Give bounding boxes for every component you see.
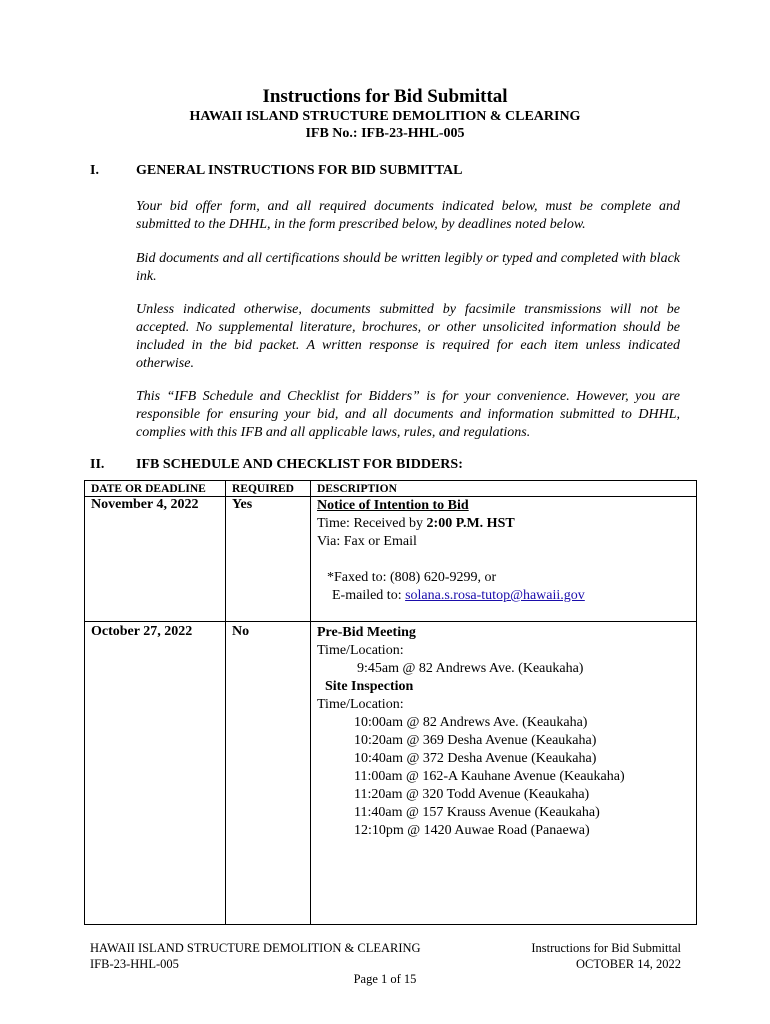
email-link[interactable]: solana.s.rosa-tutop@hawaii.gov [405,588,585,603]
required-cell: No [226,622,311,925]
email-label: E-mailed to: [332,588,406,603]
column-header: REQUIRED [226,481,311,497]
table-row [85,497,697,622]
description-cell [311,497,697,622]
description-heading: Pre-Bid Meeting [317,625,416,640]
footer-date: OCTOBER 14, 2022 [576,957,681,971]
description-cell [311,622,697,925]
table-header-row [85,481,697,497]
paragraph-4: This “IFB Schedule and Checklist for Bidders” is for your convenience. However, you are responsible for ensuring your bid, and all documents and information submitted to DHHL, complies with this IFB and all applicable laws, rules, and regulations. [136,389,680,440]
footer-ifb: IFB-23-HHL-005 [90,957,179,971]
date-cell: October 27, 2022 [85,622,226,925]
deadline-label: Time: Received by [317,516,427,531]
list-item: 11:40am @ 157 Krauss Avenue (Keaukaha) [354,805,600,820]
ifb-number: IFB No.: IFB-23-HHL-005 [305,126,465,141]
site-inspection-heading: Site Inspection [325,679,414,694]
description-heading: Notice of Intention to Bid [317,498,469,513]
list-item: 10:00am @ 82 Andrews Ave. (Keaukaha) [354,715,588,730]
list-item: 11:20am @ 320 Todd Avenue (Keaukaha) [354,787,590,802]
list-item: 11:00am @ 162-A Kauhane Avenue (Keaukaha) [354,769,625,784]
section-2-title: IFB SCHEDULE AND CHECKLIST FOR BIDDERS: [136,457,463,472]
email-line [317,587,690,605]
required-cell: Yes [226,497,311,622]
table-row [85,622,697,925]
footer-doc-title: Instructions for Bid Submittal [531,941,681,955]
section-1-title: GENERAL INSTRUCTIONS FOR BID SUBMITTAL [136,163,463,178]
submission-method: Via: Fax or Email [317,534,417,549]
column-header: DATE OR DEADLINE [85,481,226,497]
site-list [317,714,690,840]
list-item: 12:10pm @ 1420 Auwae Road (Panaewa) [354,823,590,838]
list-item: 10:40am @ 372 Desha Avenue (Keaukaha) [354,751,597,766]
list-item: 10:20am @ 369 Desha Avenue (Keaukaha) [354,733,597,748]
time-location-label: Time/Location: [317,697,404,712]
date-cell: November 4, 2022 [85,497,226,622]
meeting-time: 9:45am @ 82 Andrews Ave. (Keaukaha) [357,661,584,676]
paragraph-3: Unless indicated otherwise, documents submitted by facsimile transmissions will not be accepted. No supplemental literature, brochures, or other unsolicited information should be included in the bid packet. A written response is required for each item unless indicated otherwise. [136,302,680,371]
deadline-line [317,515,690,533]
time-location-label: Time/Location: [317,643,404,658]
page-number: Page 1 of 15 [353,972,417,986]
paragraph-2: Bid documents and all certifications should be written legibly or typed and completed with black ink. [136,251,680,284]
schedule-table [84,480,697,925]
document-title: Instructions for Bid Submittal [262,86,508,107]
column-header: DESCRIPTION [311,481,697,497]
footer-project: HAWAII ISLAND STRUCTURE DEMOLITION & CLEARING [90,941,421,955]
project-title: HAWAII ISLAND STRUCTURE DEMOLITION & CLEARING [189,109,581,124]
paragraph-1: Your bid offer form, and all required documents indicated below, must be complete and submitted to the DHHL, in the form prescribed below, by deadlines noted below. [136,199,680,232]
section-2-number: II. [90,457,105,472]
footer-right [531,940,681,972]
footer-left [90,940,421,972]
section-1-number: I. [90,163,99,178]
fax-number: *Faxed to: (808) 620-9299, or [327,570,497,585]
deadline-time: 2:00 P.M. HST [426,516,515,531]
